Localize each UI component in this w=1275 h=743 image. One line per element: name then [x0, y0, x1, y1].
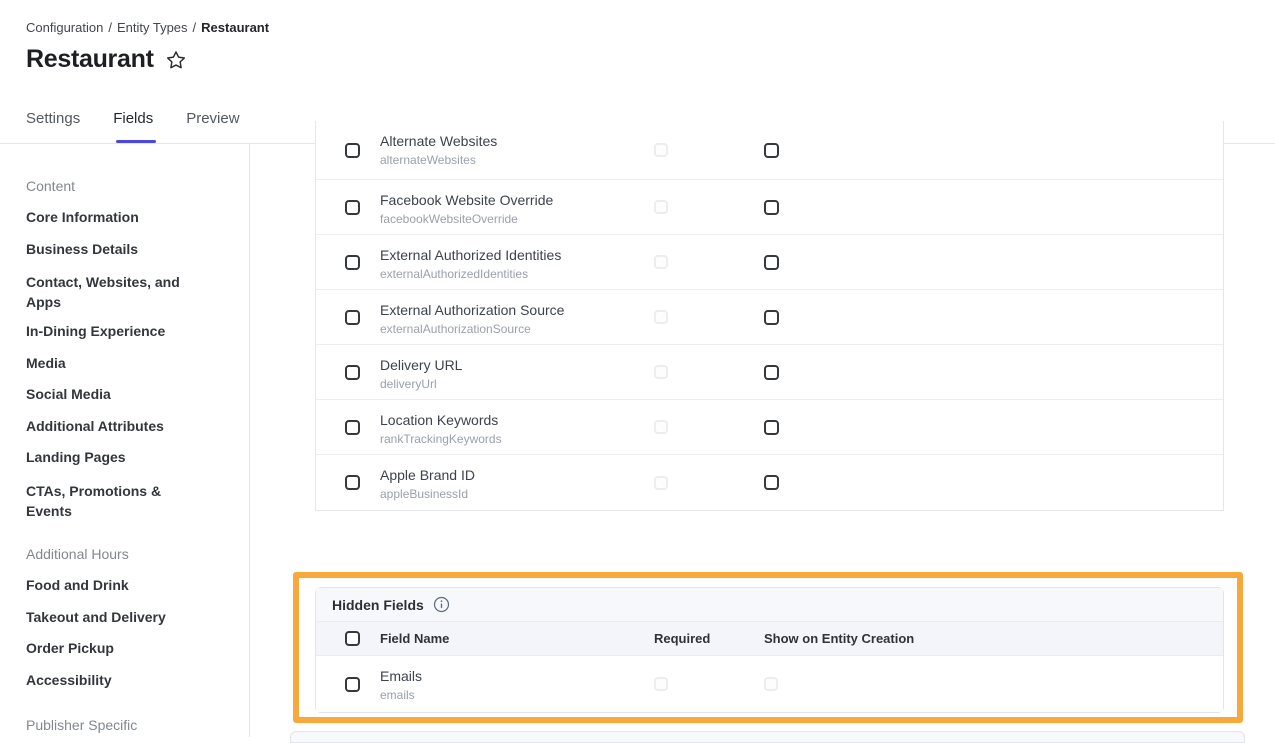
tab-settings[interactable]: Settings — [26, 110, 81, 127]
sidebar-item-food-and-drink[interactable]: Food and Drink — [26, 577, 129, 593]
sidebar-item-order-pickup[interactable]: Order Pickup — [26, 640, 114, 656]
show-on-creation-checkbox[interactable] — [764, 310, 779, 325]
breadcrumb — [26, 20, 269, 35]
required-checkbox — [654, 143, 668, 157]
sidebar-item-core-information[interactable]: Core Information — [26, 209, 139, 225]
tab-preview[interactable]: Preview — [186, 110, 240, 127]
show-on-creation-checkbox[interactable] — [764, 200, 779, 215]
sidebar-item-contact-websites-apps[interactable]: Contact, Websites, and Apps — [26, 274, 180, 310]
info-icon[interactable] — [433, 596, 450, 613]
show-on-creation-checkbox[interactable] — [764, 255, 779, 270]
select-field-checkbox[interactable] — [345, 255, 360, 270]
required-checkbox — [654, 200, 668, 214]
field-name: External Authorized Identities — [380, 247, 562, 263]
sidebar-section-additional-hours: Additional Hours — [26, 546, 129, 562]
table-row — [316, 121, 1223, 180]
required-checkbox — [654, 255, 668, 269]
sidebar-item-landing-pages[interactable]: Landing Pages — [26, 449, 126, 465]
favorite-star-icon[interactable] — [165, 49, 187, 71]
field-api-name: alternateWebsites — [380, 153, 476, 167]
main-content — [250, 133, 1275, 737]
field-api-name: externalAuthorizedIdentities — [380, 267, 529, 281]
table-row — [316, 290, 1223, 345]
select-field-checkbox[interactable] — [345, 475, 360, 490]
select-field-checkbox[interactable] — [345, 677, 360, 692]
required-checkbox — [654, 420, 668, 434]
page-title: Restaurant — [26, 45, 154, 73]
sidebar-section-content: Content — [26, 178, 76, 194]
field-api-name: externalAuthorizationSource — [380, 322, 531, 336]
select-field-checkbox[interactable] — [345, 143, 360, 158]
tab-bar — [26, 110, 240, 127]
select-field-checkbox[interactable] — [345, 420, 360, 435]
hidden-fields-panel — [315, 587, 1224, 713]
required-checkbox — [654, 476, 668, 490]
show-on-creation-checkbox[interactable] — [764, 475, 779, 490]
sidebar-section-publisher-specific: Publisher Specific — [26, 717, 138, 733]
table-row — [316, 180, 1223, 235]
sidebar-item-additional-attributes[interactable]: Additional Attributes — [26, 418, 164, 434]
sidebar-item-takeout-and-delivery[interactable]: Takeout and Delivery — [26, 609, 166, 625]
breadcrumb-configuration[interactable]: Configuration — [26, 20, 104, 35]
show-on-creation-checkbox[interactable] — [764, 420, 779, 435]
hidden-fields-title: Hidden Fields — [332, 596, 424, 613]
required-checkbox — [654, 310, 668, 324]
select-all-hidden-checkbox[interactable] — [345, 631, 360, 646]
required-checkbox — [654, 365, 668, 379]
column-header-required: Required — [654, 631, 711, 646]
breadcrumb-separator: / — [108, 20, 112, 35]
show-on-creation-checkbox[interactable] — [764, 143, 779, 158]
sidebar-item-media[interactable]: Media — [26, 355, 66, 371]
field-api-name: emails — [380, 688, 415, 702]
hidden-fields-header — [316, 588, 1223, 622]
required-checkbox — [654, 677, 668, 691]
field-api-name: rankTrackingKeywords — [380, 432, 502, 446]
column-header-field-name: Field Name — [380, 631, 450, 646]
sidebar-item-social-media[interactable]: Social Media — [26, 386, 111, 402]
select-field-checkbox[interactable] — [345, 365, 360, 380]
select-field-checkbox[interactable] — [345, 200, 360, 215]
field-name: Alternate Websites — [380, 133, 498, 149]
sidebar-item-accessibility[interactable]: Accessibility — [26, 672, 112, 688]
field-name: Location Keywords — [380, 412, 499, 428]
table-row — [316, 235, 1223, 290]
field-name: Emails — [380, 668, 423, 684]
hidden-fields-column-header-row — [316, 622, 1223, 656]
field-name: Delivery URL — [380, 357, 463, 373]
field-name: Facebook Website Override — [380, 192, 554, 208]
table-row — [316, 455, 1223, 510]
fields-table — [315, 121, 1224, 511]
breadcrumb-separator: / — [192, 20, 197, 35]
sidebar — [0, 144, 250, 737]
field-name: Apple Brand ID — [380, 467, 475, 483]
table-row — [316, 400, 1223, 455]
breadcrumb-entity-types[interactable]: Entity Types — [116, 20, 188, 35]
tab-fields[interactable]: Fields — [113, 110, 154, 127]
show-on-creation-checkbox — [764, 677, 778, 691]
table-row — [316, 345, 1223, 400]
breadcrumb-current: Restaurant — [201, 20, 270, 35]
next-section-edge — [290, 731, 1245, 743]
field-api-name: facebookWebsiteOverride — [380, 212, 518, 226]
select-field-checkbox[interactable] — [345, 310, 360, 325]
sidebar-item-business-details[interactable]: Business Details — [26, 241, 139, 257]
table-row — [316, 656, 1223, 712]
sidebar-item-ctas-promotions-events[interactable]: CTAs, Promotions & Events — [26, 483, 162, 519]
field-name: External Authorization Source — [380, 302, 565, 318]
sidebar-item-in-dining-experience[interactable]: In-Dining Experience — [26, 323, 166, 339]
field-api-name: appleBusinessId — [380, 487, 469, 501]
field-api-name: deliveryUrl — [380, 377, 437, 391]
show-on-creation-checkbox[interactable] — [764, 365, 779, 380]
column-header-show-on-entity-creation: Show on Entity Creation — [764, 631, 915, 646]
